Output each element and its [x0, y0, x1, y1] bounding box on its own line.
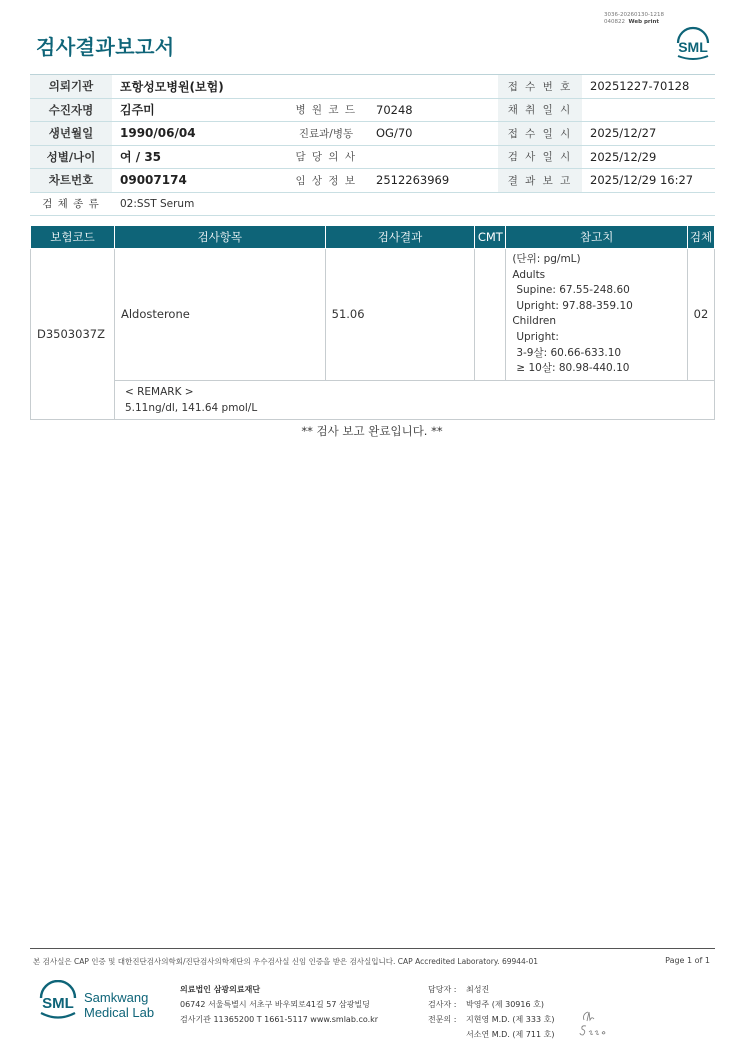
department-value: OG/70	[368, 122, 498, 146]
result-header-row	[31, 226, 715, 249]
remark-text: 5.11ng/dl, 141.64 pmol/L	[124, 401, 258, 414]
staff-row	[428, 1027, 554, 1042]
hospital-code-value: 70248	[368, 98, 498, 122]
lab-name-line2: Medical Lab	[84, 1005, 155, 1020]
staff-value: 지현영 M.D. (제 333 호)	[466, 1015, 555, 1024]
test-date-value: 2025/12/29	[582, 145, 715, 169]
ref-supine: Supine: 67.55-248.60	[516, 284, 630, 297]
ref-age-10: ≥ 10살: 80.98-440.10	[516, 362, 630, 375]
print-id-line1: 3036-20260130-1218	[604, 12, 664, 18]
footer-divider	[30, 948, 715, 949]
signature-2-icon	[578, 1023, 606, 1037]
foundation-info	[180, 982, 378, 1027]
requester-label: 의뢰기관	[30, 75, 112, 99]
print-id-line2: 040822	[604, 19, 625, 25]
report-date-value: 2025/12/29 16:27	[582, 169, 715, 193]
info-row	[30, 98, 715, 122]
received-date-label: 접 수 일 시	[498, 122, 582, 146]
foundation-name: 의료법인 삼광의료재단	[180, 985, 261, 994]
birthdate-value: 1990/06/04	[112, 122, 284, 146]
info-row	[30, 169, 715, 193]
staff-row	[428, 982, 554, 997]
specimen-type-value: 02:SST Serum	[112, 192, 715, 216]
clinical-info-value: 2512263969	[368, 169, 498, 193]
receipt-no-label: 접 수 번 호	[498, 75, 582, 99]
collection-date-value	[582, 98, 715, 122]
receipt-no-value: 20251227-70128	[582, 75, 715, 99]
cmt-cell	[475, 249, 506, 381]
hospital-code-label: 병 원 코 드	[284, 98, 368, 122]
col-cmt: CMT	[475, 226, 506, 249]
info-row	[30, 75, 715, 99]
chart-no-label: 차트번호	[30, 169, 112, 193]
staff-key: 검사자 :	[428, 1000, 457, 1009]
lab-name	[84, 990, 154, 1020]
sex-age-value: 여 / 35	[112, 145, 284, 169]
sml-logo-icon	[672, 26, 714, 64]
ref-upright: Upright: 97.88-359.10	[516, 299, 633, 312]
sml-footer-logo-icon	[36, 980, 80, 1024]
lab-name-line1: Samkwang	[84, 990, 149, 1005]
col-test-result: 검사결과	[325, 226, 475, 249]
department-label: 진료과/병동	[284, 122, 368, 146]
staff-value: 최성진	[466, 985, 490, 994]
foundation-address: 06742 서울특별시 서초구 바우뫼로41길 57 삼광빌딩	[180, 1000, 370, 1009]
sml-logo-text: SML	[678, 39, 708, 55]
staff-value: 박영주 (제 30916 호)	[466, 1000, 544, 1009]
staff-row	[428, 997, 554, 1012]
signature-1-icon	[580, 1009, 600, 1023]
patient-info-table	[30, 74, 715, 216]
test-item-cell: Aldosterone	[114, 249, 325, 381]
col-reference: 참고치	[506, 226, 688, 249]
patient-name-value: 김주미	[112, 98, 284, 122]
print-id	[604, 12, 664, 26]
staff-key: 전문의 :	[428, 1015, 457, 1024]
certification-note: 본 검사실은 CAP 인증 및 대한진단검사의학회/진단검사의학재단의 우수검사실 신임 인증을 받은 검사실입니다. CAP Accredited Laboratory. 69944-01	[33, 957, 539, 966]
ref-adults: Adults	[512, 268, 546, 281]
requester-value: 포항성모병원(보험)	[112, 75, 498, 99]
info-row	[30, 122, 715, 146]
staff-list	[428, 982, 554, 1042]
insurance-code-cell: D3503037Z	[31, 249, 115, 420]
sml-footer-logo-text: SML	[42, 995, 74, 1012]
test-date-label: 검 사 일 시	[498, 145, 582, 169]
ref-age-3-9: 3-9살: 60.66-633.10	[516, 346, 622, 359]
info-row	[30, 145, 715, 169]
ref-children: Children	[512, 315, 557, 328]
staff-value: 서소연 M.D. (제 711 호)	[466, 1030, 555, 1039]
foundation-contact: 검사기관 11365200 T 1661-5117 www.smlab.co.kr	[180, 1015, 379, 1024]
col-insurance-code: 보험코드	[31, 226, 115, 249]
sex-age-label: 성별/나이	[30, 145, 112, 169]
info-row	[30, 192, 715, 216]
clinical-info-label: 임 상 정 보	[284, 169, 368, 193]
staff-key: 담당자 :	[428, 985, 457, 994]
staff-row	[428, 1012, 554, 1027]
table-row	[31, 249, 715, 381]
remark-title: < REMARK >	[124, 385, 194, 398]
collection-date-label: 채 취 일 시	[498, 98, 582, 122]
specimen-cell: 02	[688, 249, 715, 381]
col-specimen: 검체	[688, 226, 715, 249]
remark-cell	[114, 380, 714, 419]
test-result-cell: 51.06	[325, 249, 475, 381]
doctor-value	[368, 145, 498, 169]
report-complete-text: ** 검사 보고 완료입니다. **	[301, 424, 443, 438]
specimen-type-label: 검 체 종 류	[30, 192, 112, 216]
patient-name-label: 수진자명	[30, 98, 112, 122]
page-title: 검사결과보고서	[36, 35, 175, 59]
birthdate-label: 생년월일	[30, 122, 112, 146]
page-number: Page 1 of 1	[665, 956, 710, 965]
chart-no-value: 09007174	[112, 169, 284, 193]
result-table	[30, 225, 715, 420]
col-test-item: 검사항목	[114, 226, 325, 249]
reference-cell	[506, 249, 688, 381]
remark-row	[31, 380, 715, 419]
print-mode: Web print	[628, 19, 660, 25]
ref-unit: (단위: pg/mL)	[512, 253, 581, 265]
report-date-label: 결 과 보 고	[498, 169, 582, 193]
doctor-label: 담 당 의 사	[284, 145, 368, 169]
ref-child-upright: Upright:	[516, 330, 559, 343]
received-date-value: 2025/12/27	[582, 122, 715, 146]
